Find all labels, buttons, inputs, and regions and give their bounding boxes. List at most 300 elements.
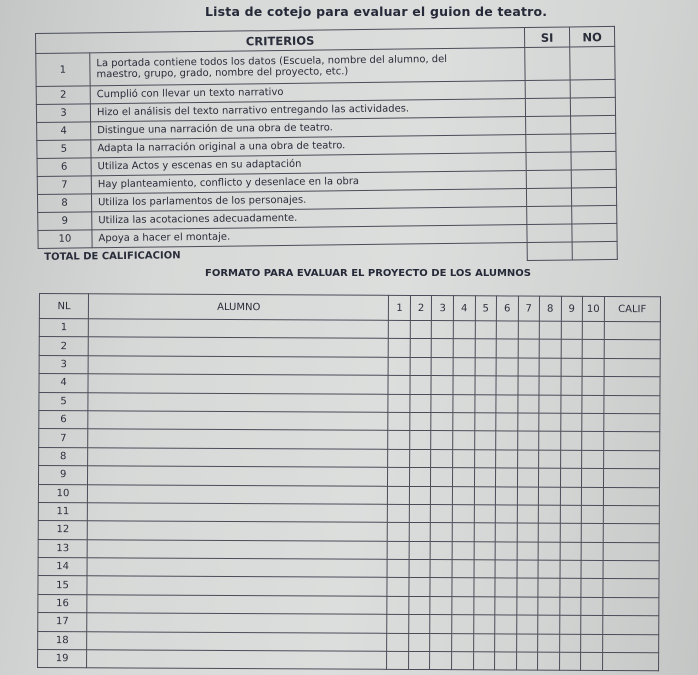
score-cell[interactable] <box>409 523 431 542</box>
score-cell[interactable] <box>496 394 518 413</box>
score-cell[interactable] <box>581 597 603 616</box>
student-number: 1 <box>39 319 88 338</box>
score-cell[interactable] <box>474 394 496 413</box>
no-checkbox-cell[interactable] <box>572 223 617 242</box>
alumno-header: ALUMNO <box>89 294 389 321</box>
score-cell[interactable] <box>409 578 431 597</box>
score-cell[interactable] <box>409 486 431 505</box>
criteria-text: Utiliza Actos y escenas en su adaptación <box>91 153 526 176</box>
student-name-cell[interactable] <box>88 356 388 376</box>
calif-cell[interactable] <box>603 395 660 414</box>
score-cell[interactable] <box>474 431 496 450</box>
score-cell[interactable] <box>474 486 496 505</box>
score-cell[interactable] <box>517 505 539 524</box>
student-name-cell[interactable] <box>88 411 388 431</box>
criteria-text: Utiliza las acotaciones adecuadamente. <box>92 207 527 230</box>
score-cell[interactable] <box>452 578 474 597</box>
score-cell[interactable] <box>538 487 560 506</box>
score-cell[interactable] <box>582 340 604 359</box>
calif-cell[interactable] <box>603 487 660 506</box>
score-cell[interactable] <box>581 487 603 506</box>
score-cell[interactable] <box>560 468 582 487</box>
student-number: 7 <box>39 429 88 448</box>
score-cell[interactable] <box>388 412 410 431</box>
criteria-number: 9 <box>38 212 92 231</box>
score-cell[interactable] <box>410 339 432 358</box>
score-cell[interactable] <box>430 652 452 671</box>
score-cell[interactable] <box>409 633 431 652</box>
si-checkbox-cell[interactable] <box>526 188 571 207</box>
student-name-cell[interactable] <box>87 576 387 596</box>
score-cell[interactable] <box>539 413 561 432</box>
score-cell[interactable] <box>453 357 475 376</box>
student-name-cell[interactable] <box>87 521 387 541</box>
score-cell[interactable] <box>474 450 496 469</box>
score-cell[interactable] <box>410 320 432 339</box>
score-cell[interactable] <box>430 633 452 652</box>
criteria-number: 6 <box>37 158 91 177</box>
score-cell[interactable] <box>559 615 581 634</box>
score-cell[interactable] <box>517 542 539 561</box>
score-cell[interactable] <box>496 450 518 469</box>
student-number: 11 <box>38 502 87 521</box>
score-cell[interactable] <box>581 652 603 671</box>
score-cell[interactable] <box>496 468 518 487</box>
score-cell[interactable] <box>495 652 517 671</box>
student-name-cell[interactable] <box>87 558 387 578</box>
score-cell[interactable] <box>475 321 497 340</box>
score-cell[interactable] <box>582 468 604 487</box>
si-checkbox-cell[interactable] <box>526 116 571 135</box>
score-cell[interactable] <box>475 339 497 358</box>
score-cell[interactable] <box>495 542 517 561</box>
score-cell[interactable] <box>581 616 603 635</box>
score-cell[interactable] <box>432 339 454 358</box>
score-cell[interactable] <box>388 394 410 413</box>
score-cell[interactable] <box>582 432 604 451</box>
criteria-text-line: maestro, grupo, grado, nombre del proyecto, etc.) <box>96 66 349 81</box>
score-cell[interactable] <box>473 578 495 597</box>
score-cell[interactable] <box>452 468 474 487</box>
score-cell[interactable] <box>538 560 560 579</box>
score-cell[interactable] <box>410 376 432 395</box>
calif-cell[interactable] <box>602 634 659 653</box>
student-number: 17 <box>38 613 87 632</box>
score-cell[interactable] <box>387 615 409 634</box>
calif-cell[interactable] <box>603 505 660 524</box>
student-name-cell[interactable] <box>88 337 388 357</box>
score-cell[interactable] <box>581 524 603 543</box>
score-cell[interactable] <box>431 431 453 450</box>
score-cell[interactable] <box>473 597 495 616</box>
score-cell[interactable] <box>516 652 538 671</box>
score-cell[interactable] <box>389 357 411 376</box>
score-cell[interactable] <box>539 340 561 359</box>
score-cell[interactable] <box>516 597 538 616</box>
score-cell[interactable] <box>539 395 561 414</box>
score-cell[interactable] <box>495 615 517 634</box>
score-cell[interactable] <box>560 505 582 524</box>
student-number: 18 <box>38 631 87 650</box>
no-checkbox-cell[interactable] <box>572 205 617 224</box>
criteria-text: Apoya a hacer el montaje. <box>92 225 527 248</box>
score-cell[interactable] <box>559 597 581 616</box>
score-cell[interactable] <box>539 321 561 340</box>
score-cell[interactable] <box>453 449 475 468</box>
si-checkbox-cell[interactable] <box>525 98 570 117</box>
no-checkbox-cell[interactable] <box>571 187 616 206</box>
score-cell[interactable] <box>495 523 517 542</box>
score-cell[interactable] <box>410 357 432 376</box>
score-cell[interactable] <box>517 487 539 506</box>
criteria-number: 3 <box>36 104 90 123</box>
score-cell[interactable] <box>388 467 410 486</box>
score-cell[interactable] <box>581 634 603 653</box>
no-checkbox-cell[interactable] <box>571 133 616 152</box>
score-cell[interactable] <box>517 413 539 432</box>
criterion-column-header: 8 <box>539 296 561 321</box>
score-cell[interactable] <box>431 449 453 468</box>
score-cell[interactable] <box>388 449 410 468</box>
no-checkbox-cell[interactable] <box>571 115 616 134</box>
score-cell[interactable] <box>539 468 561 487</box>
calif-cell[interactable] <box>603 432 660 451</box>
criteria-number: 2 <box>36 86 90 105</box>
criteria-number: 1 <box>36 53 90 87</box>
students-header-row <box>39 294 660 322</box>
score-cell[interactable] <box>453 376 475 395</box>
criterion-column-header: 3 <box>432 296 454 321</box>
score-cell[interactable] <box>495 578 517 597</box>
score-cell[interactable] <box>431 468 453 487</box>
score-cell[interactable] <box>431 541 453 560</box>
calif-cell[interactable] <box>603 542 660 561</box>
score-cell[interactable] <box>538 523 560 542</box>
score-cell[interactable] <box>559 579 581 598</box>
score-cell[interactable] <box>495 486 517 505</box>
score-cell[interactable] <box>560 560 582 579</box>
calif-cell[interactable] <box>604 377 661 396</box>
score-cell[interactable] <box>431 394 453 413</box>
score-cell[interactable] <box>474 468 496 487</box>
score-cell[interactable] <box>538 634 560 653</box>
score-cell[interactable] <box>409 596 431 615</box>
score-cell[interactable] <box>388 523 410 542</box>
score-cell[interactable] <box>538 579 560 598</box>
score-cell[interactable] <box>496 358 518 377</box>
total-no-cell[interactable] <box>572 241 617 260</box>
calif-cell[interactable] <box>602 616 659 635</box>
score-cell[interactable] <box>539 376 561 395</box>
score-cell[interactable] <box>538 652 560 671</box>
student-name-cell[interactable] <box>87 539 387 559</box>
score-cell[interactable] <box>518 376 540 395</box>
score-cell[interactable] <box>453 431 475 450</box>
student-number: 10 <box>38 484 87 503</box>
student-name-cell[interactable] <box>88 319 388 339</box>
page-title: Lista de cotejo para evaluar el guion de teatro. <box>205 4 548 19</box>
student-number: 3 <box>39 355 88 374</box>
score-cell[interactable] <box>560 395 582 414</box>
score-cell[interactable] <box>388 541 410 560</box>
criteria-number: 4 <box>37 122 91 141</box>
total-label: TOTAL DE CALIFICACION <box>44 250 181 264</box>
si-checkbox-cell[interactable] <box>526 152 571 171</box>
student-number: 2 <box>39 337 88 356</box>
score-cell[interactable] <box>430 596 452 615</box>
si-checkbox-cell[interactable] <box>526 170 571 189</box>
score-cell[interactable] <box>516 615 538 634</box>
score-cell[interactable] <box>452 505 474 524</box>
score-cell[interactable] <box>431 376 453 395</box>
student-name-cell[interactable] <box>88 466 388 486</box>
criteria-text: Cumplió con llevar un texto narrativo <box>90 81 525 104</box>
calif-cell[interactable] <box>604 358 661 377</box>
no-checkbox-cell[interactable] <box>571 151 616 170</box>
score-cell[interactable] <box>582 321 604 340</box>
score-cell[interactable] <box>409 560 431 579</box>
si-checkbox-cell[interactable] <box>527 206 572 225</box>
score-cell[interactable] <box>452 486 474 505</box>
score-cell[interactable] <box>539 431 561 450</box>
score-cell[interactable] <box>516 578 538 597</box>
student-row <box>38 650 659 672</box>
score-cell[interactable] <box>538 542 560 561</box>
score-cell[interactable] <box>388 431 410 450</box>
score-cell[interactable] <box>473 633 495 652</box>
criteria-table <box>35 26 618 267</box>
calif-cell[interactable] <box>603 561 660 580</box>
student-number: 16 <box>38 594 87 613</box>
student-number: 5 <box>39 392 88 411</box>
student-name-cell[interactable] <box>88 374 388 394</box>
criteria-number: 8 <box>37 194 91 213</box>
score-cell[interactable] <box>496 376 518 395</box>
score-cell[interactable] <box>474 376 496 395</box>
score-cell[interactable] <box>582 358 604 377</box>
score-cell[interactable] <box>431 504 453 523</box>
score-cell[interactable] <box>410 449 432 468</box>
score-cell[interactable] <box>388 486 410 505</box>
score-cell[interactable] <box>430 615 452 634</box>
score-cell[interactable] <box>430 578 452 597</box>
criterion-column-header: 5 <box>475 296 497 321</box>
score-cell[interactable] <box>561 358 583 377</box>
student-number: 4 <box>39 374 88 393</box>
score-cell[interactable] <box>560 487 582 506</box>
si-checkbox-cell[interactable] <box>526 134 571 153</box>
no-checkbox-cell[interactable] <box>570 46 615 80</box>
score-cell[interactable] <box>517 523 539 542</box>
score-cell[interactable] <box>496 431 518 450</box>
score-cell[interactable] <box>453 321 475 340</box>
score-cell[interactable] <box>581 505 603 524</box>
criteria-text: Adapta la narración original a una obra de teatro. <box>91 135 526 158</box>
score-cell[interactable] <box>539 450 561 469</box>
score-cell[interactable] <box>453 339 475 358</box>
score-cell[interactable] <box>516 634 538 653</box>
score-cell[interactable] <box>452 597 474 616</box>
score-cell[interactable] <box>452 523 474 542</box>
student-name-cell[interactable] <box>87 595 387 615</box>
score-cell[interactable] <box>560 524 582 543</box>
no-checkbox-cell[interactable] <box>571 169 616 188</box>
score-cell[interactable] <box>495 505 517 524</box>
score-cell[interactable] <box>475 358 497 377</box>
score-cell[interactable] <box>560 450 582 469</box>
si-checkbox-cell[interactable] <box>525 80 570 99</box>
score-cell[interactable] <box>473 652 495 671</box>
calif-cell[interactable] <box>603 413 660 432</box>
score-cell[interactable] <box>387 559 409 578</box>
calif-cell[interactable] <box>603 450 660 469</box>
score-cell[interactable] <box>474 523 496 542</box>
score-cell[interactable] <box>430 560 452 579</box>
score-cell[interactable] <box>387 596 409 615</box>
calif-cell[interactable] <box>604 321 661 340</box>
score-cell[interactable] <box>408 651 430 670</box>
criteria-text: Utiliza los parlamentos de los personajes. <box>91 189 526 212</box>
nl-header: NL <box>39 294 88 319</box>
score-cell[interactable] <box>409 541 431 560</box>
score-cell[interactable] <box>432 357 454 376</box>
score-cell[interactable] <box>431 523 453 542</box>
score-cell[interactable] <box>517 395 539 414</box>
score-cell[interactable] <box>518 358 540 377</box>
score-cell[interactable] <box>388 376 410 395</box>
criterion-column-header: 2 <box>410 295 432 320</box>
calif-header: CALIF <box>604 296 661 321</box>
score-cell[interactable] <box>410 431 432 450</box>
si-header: SI <box>524 27 569 48</box>
calif-cell[interactable] <box>603 469 660 488</box>
score-cell[interactable] <box>495 560 517 579</box>
score-cell[interactable] <box>452 560 474 579</box>
score-cell[interactable] <box>582 413 604 432</box>
score-cell[interactable] <box>518 339 540 358</box>
no-checkbox-cell[interactable] <box>570 79 615 98</box>
student-name-cell[interactable] <box>88 392 388 412</box>
calif-cell[interactable] <box>603 579 660 598</box>
score-cell[interactable] <box>474 560 496 579</box>
score-cell[interactable] <box>561 376 583 395</box>
student-name-cell[interactable] <box>87 503 387 523</box>
score-cell[interactable] <box>453 413 475 432</box>
score-cell[interactable] <box>452 633 474 652</box>
score-cell[interactable] <box>452 615 474 634</box>
score-cell[interactable] <box>538 597 560 616</box>
calif-cell[interactable] <box>604 340 661 359</box>
score-cell[interactable] <box>452 652 474 671</box>
score-cell[interactable] <box>389 320 411 339</box>
score-cell[interactable] <box>560 542 582 561</box>
student-name-cell[interactable] <box>87 613 387 633</box>
score-cell[interactable] <box>582 395 604 414</box>
score-cell[interactable] <box>409 468 431 487</box>
score-cell[interactable] <box>559 634 581 653</box>
score-cell[interactable] <box>410 394 432 413</box>
criteria-number: 10 <box>38 230 92 249</box>
score-cell[interactable] <box>431 486 453 505</box>
score-cell[interactable] <box>517 450 539 469</box>
score-cell[interactable] <box>496 339 518 358</box>
student-name-cell[interactable] <box>88 429 388 449</box>
student-name-cell[interactable] <box>87 631 387 651</box>
score-cell[interactable] <box>582 377 604 396</box>
score-cell[interactable] <box>495 634 517 653</box>
score-cell[interactable] <box>431 413 453 432</box>
student-number: 15 <box>38 576 87 595</box>
student-number: 13 <box>38 539 87 558</box>
score-cell[interactable] <box>581 542 603 561</box>
total-si-cell[interactable] <box>527 242 572 261</box>
score-cell[interactable] <box>581 560 603 579</box>
score-cell[interactable] <box>496 321 518 340</box>
score-cell[interactable] <box>581 579 603 598</box>
criterion-column-header: 7 <box>518 296 540 321</box>
score-cell[interactable] <box>539 358 561 377</box>
score-cell[interactable] <box>474 413 496 432</box>
score-cell[interactable] <box>388 504 410 523</box>
score-cell[interactable] <box>538 615 560 634</box>
score-cell[interactable] <box>409 504 431 523</box>
score-cell[interactable] <box>559 652 581 671</box>
score-cell[interactable] <box>496 413 518 432</box>
si-checkbox-cell[interactable] <box>527 224 572 243</box>
criterion-column-header: 10 <box>582 296 604 321</box>
si-checkbox-cell[interactable] <box>525 47 570 81</box>
score-cell[interactable] <box>432 321 454 340</box>
score-cell[interactable] <box>474 505 496 524</box>
student-name-cell[interactable] <box>88 484 388 504</box>
score-cell[interactable] <box>582 450 604 469</box>
student-number: 19 <box>38 650 87 669</box>
score-cell[interactable] <box>474 541 496 560</box>
score-cell[interactable] <box>560 432 582 451</box>
calif-cell[interactable] <box>603 524 660 543</box>
score-cell[interactable] <box>409 615 431 634</box>
calif-cell[interactable] <box>602 597 659 616</box>
students-table <box>37 293 661 672</box>
student-name-cell[interactable] <box>88 447 388 467</box>
score-cell[interactable] <box>452 541 474 560</box>
score-cell[interactable] <box>453 394 475 413</box>
criteria-text: Distingue una narración de una obra de teatro. <box>91 117 526 140</box>
student-number: 9 <box>38 466 87 485</box>
score-cell[interactable] <box>560 413 582 432</box>
score-cell[interactable] <box>538 505 560 524</box>
score-cell[interactable] <box>561 340 583 359</box>
score-cell[interactable] <box>561 321 583 340</box>
criterion-column-header: 1 <box>389 295 411 320</box>
score-cell[interactable] <box>518 321 540 340</box>
score-cell[interactable] <box>495 597 517 616</box>
score-cell[interactable] <box>389 339 411 358</box>
score-cell[interactable] <box>410 412 432 431</box>
score-cell[interactable] <box>517 560 539 579</box>
section-subtitle: FORMATO PARA EVALUAR EL PROYECTO DE LOS ALUMNOS <box>205 268 531 279</box>
score-cell[interactable] <box>387 578 409 597</box>
score-cell[interactable] <box>473 615 495 634</box>
criteria-number: 5 <box>37 140 91 159</box>
score-cell[interactable] <box>387 633 409 652</box>
score-cell[interactable] <box>387 651 409 670</box>
no-checkbox-cell[interactable] <box>570 97 615 116</box>
calif-cell[interactable] <box>602 652 659 671</box>
score-cell[interactable] <box>517 468 539 487</box>
score-cell[interactable] <box>517 431 539 450</box>
student-name-cell[interactable] <box>87 650 387 670</box>
